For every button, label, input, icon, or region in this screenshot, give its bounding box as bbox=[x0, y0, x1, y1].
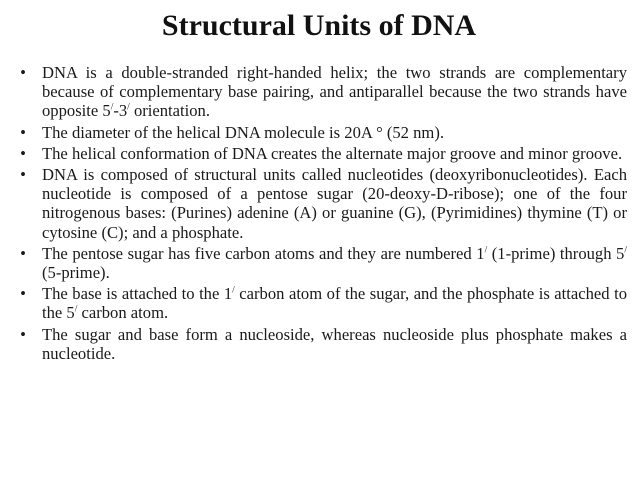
bullet-text: carbon atom. bbox=[77, 303, 169, 323]
bullet-marker: • bbox=[20, 122, 26, 142]
prime-mark: / bbox=[624, 245, 627, 256]
bullet-nucleoside bbox=[16, 325, 627, 363]
prime-mark: / bbox=[110, 102, 114, 113]
bullet-marker: • bbox=[20, 143, 26, 163]
bullet-text: The helical conformation of DNA creates the alternate major groove and minor groove. bbox=[42, 143, 623, 163]
prime-mark: / bbox=[127, 102, 130, 113]
bullet-base-attachment bbox=[16, 284, 627, 322]
bullet-text: (1-prime) through 5 bbox=[487, 243, 625, 263]
bullet-marker: • bbox=[20, 284, 26, 304]
bullet-pentose-sugar bbox=[16, 244, 627, 282]
bullet-text: -3 bbox=[113, 101, 128, 121]
bullet-dna-helix bbox=[16, 63, 627, 121]
prime-mark: / bbox=[484, 245, 488, 256]
bullet-text: The diameter of the helical DNA molecule is 20A ° (52 nm). bbox=[42, 122, 445, 142]
prime-mark: / bbox=[232, 285, 235, 296]
bullet-text: (5-prime). bbox=[42, 263, 110, 283]
bullet-text: The base is attached to the 1 bbox=[42, 284, 233, 304]
bullet-grooves bbox=[16, 144, 627, 163]
bullet-text: carbon atom of the sugar, and the phosphate is attached to the 5 bbox=[42, 284, 627, 323]
prime-mark: / bbox=[74, 304, 78, 315]
bullet-diameter bbox=[16, 123, 627, 142]
bullet-text: The pentose sugar has five carbon atoms and they are numbered 1 bbox=[42, 243, 485, 263]
bullet-text: DNA is composed of structural units called nucleotides (deoxyribonucleotides). Each nucleotide is composed of a pentose sugar (20-deoxy-D-ribose); one of the four nitrogenous bases: (Purines) adenine (A) or guanine (G), (Pyrimidines) thymine (T) or cytosine (C); and a phosphate. bbox=[42, 165, 627, 242]
bullet-list bbox=[16, 63, 627, 365]
bullet-marker: • bbox=[20, 324, 26, 344]
bullet-nucleotides bbox=[16, 165, 627, 242]
bullet-marker: • bbox=[20, 165, 26, 185]
slide-title: Structural Units of DNA bbox=[161, 9, 477, 42]
bullet-marker: • bbox=[20, 63, 26, 82]
bullet-text: DNA is a double-stranded right-handed helix; the two strands are complementary because of complementary base pairing, and antiparallel because the two strands have opposite 5 bbox=[42, 63, 627, 121]
bullet-text: The sugar and base form a nucleoside, whereas nucleoside plus phosphate makes a nucleotide. bbox=[42, 324, 627, 363]
bullet-marker: • bbox=[20, 243, 26, 263]
bullet-text: orientation. bbox=[129, 101, 210, 121]
